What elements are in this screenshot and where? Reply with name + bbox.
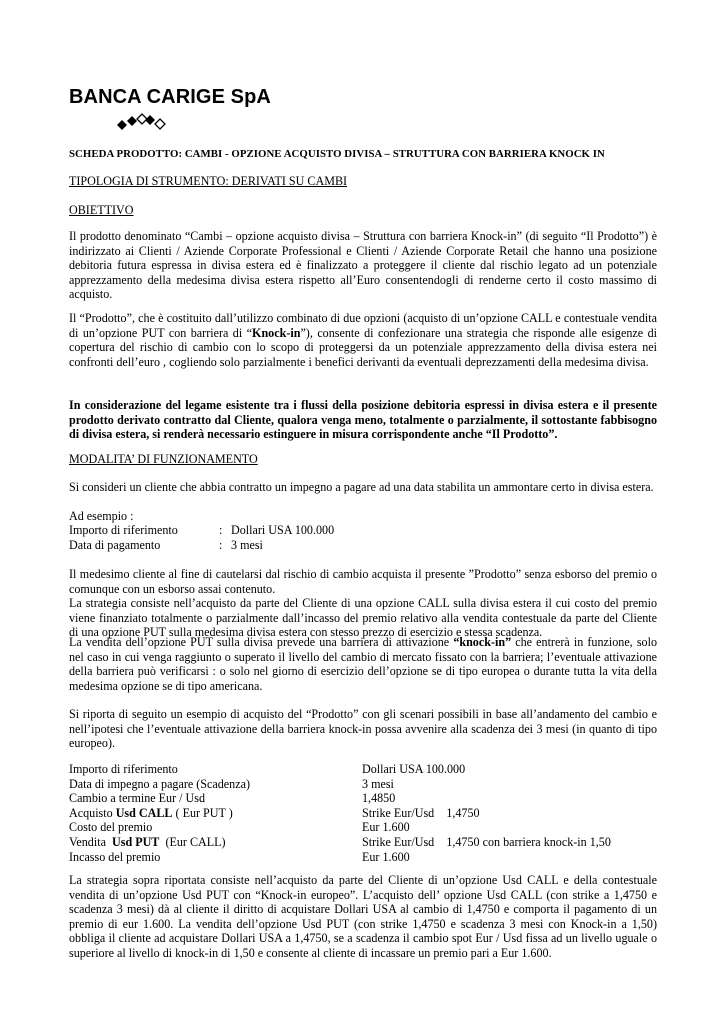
obiettivo-paragraph-3: In considerazione del legame esistente tra i flussi della posizione debitoria espressi in divisa estera e il presente prodotto derivato contratto dal Cliente, qualora venga meno, totalmente o parzialmente, il sottostante fabbisogno di divisa estera, si renderà necessario estinguere in misura corrispondente anche “Il Prodotto”. [69,398,657,442]
dettaglio-key-b: (Eur CALL) [159,834,226,849]
esempio-key: Importo di riferimento [69,523,178,537]
obiettivo-p2-text-a: Il “Prodotto”, che è costituito dall’utilizzo combinato di due opzioni (acquisto di un’opzione CALL e contestuale vendita di un’opzione PUT con barriera di “ [69,311,657,340]
dettaglio-key-b: ( Eur PUT ) [172,805,233,820]
dettaglio-value: Dollari USA 100.000 [362,762,466,776]
modalita-paragraph-1: Si consideri un cliente che abbia contratto un impegno a pagare ad una data stabilita un ammontare certo in divisa estera. [69,480,654,494]
dettaglio-value: Eur 1.600 [362,849,410,864]
dettaglio-key: Costo del premio [69,820,153,835]
esempio-sep: : [219,523,223,537]
bank-name: BANCA CARIGE SpA [69,86,271,108]
modalita-heading: MODALITA’ DI FUNZIONAMENTO [69,452,258,466]
dettaglio-value: Strike Eur/Usd 1,4750 [362,805,480,820]
obiettivo-heading: OBIETTIVO [69,203,134,217]
dettaglio-key-bold: Usd PUT [112,834,160,849]
dettaglio-key [69,806,233,821]
obiettivo-p2-text-b: ”), consente di confezionare una strategia che risponde alle esigenze di copertura del rischio di cambio con lo scopo di proteggersi da un potenziale apprezzamento della divisa estera nei confronti dell’euro , cogliendo solo parzialmente i benefici derivanti da eventuali deprezzamenti della medesima divisa. [69,325,657,369]
obiettivo-paragraph-1: Il prodotto denominato “Cambi – opzione acquisto divisa – Struttura con barriera Knock-in” (di seguito “Il Prodotto”) è indirizzato ai Clienti / Aziende Corporate Professional e Clienti / Aziende Corporate Retail che hanno una posizione debitoria futura espressa in divisa estera ed è finalizzato a proteggere il cliente dal rischio legato ad un potenziale apprezzamento della medesima divisa estera rispetto all’Euro consentendogli di renderne certo il costo massimo di acquisto. [69,229,657,302]
esempio-row [69,538,657,553]
dettaglio-table [69,762,657,864]
esempio-sep: : [219,537,223,552]
modalita-paragraph-6: La strategia sopra riportata consiste nell’acquisto da parte del Cliente di un’opzione Usd CALL e della contestuale vendita di un’opzione Usd PUT con “Knock-in europeo”. L’acquisto dell’ opzione Usd CALL (con strike a 1,4750 e scadenza 3 mesi) dà al cliente il diritto di acquistare Dollari USA al cambio di 1,4750 e comporta il pagamento di un premio di eur 1.600. La vendita dell’opzione Usd PUT (con strike 1,4750 e scadenza 3 mesi con Knock-in a 1,50) obbliga il cliente ad acquistare Dollari USA a 1,4750, se a scadenza il cambio spot Eur / Usd fissa ad un livello uguale o superiore al livello di knock-in di 1,50 e consente al cliente di incassare un premio pari a Eur 1.600. [69,873,657,960]
modalita-paragraph-3: La strategia consiste nell’acquisto da parte del Cliente di una opzione CALL sulla divisa estera il cui costo del premio viene finanziato totalmente o parzialmente dall’incasso del premio relativo alla vendita contestuale da parte del Cliente di una opzione PUT sulla medesima divisa estera con stesso prezzo di esercizio e stessa scadenza. [69,596,657,640]
modalita-paragraph-2: Il medesimo cliente al fine di cautelarsi dal rischio di cambio acquista il presente ”Prodotto” senza esborso del premio o comunque con un esborso assai contenuto. [69,567,657,596]
esempio-value: Dollari USA 100.000 [231,523,335,537]
dettaglio-row [69,777,657,792]
esempio-row [69,523,657,538]
dettaglio-value: 1,4850 [362,791,396,806]
modalita-paragraph-5: Si riporta di seguito un esempio di acquisto del “Prodotto” con gli scenari possibili in base all’andamento del cambio e nell’ipotesi che l’eventuale attivazione della barriera knock-in possa avvenire alla scadenza dei 3 mesi (in quanto di tipo europeo). [69,707,657,751]
dettaglio-key: Importo di riferimento [69,762,178,776]
obiettivo-paragraph-2 [69,311,657,369]
dettaglio-row [69,791,657,806]
dettaglio-row [69,850,657,865]
esempio-value: 3 mesi [231,537,263,552]
tipologia-heading: TIPOLOGIA DI STRUMENTO: DERIVATI SU CAMBI [69,174,348,188]
modalita-p4-knock-in: “knock-in” [453,635,512,649]
modalita-p4-text-a: La vendita dell’opzione PUT sulla divisa prevede una barriera di attivazione [69,635,454,649]
dettaglio-value: 3 mesi [362,776,394,791]
esempio-table [69,523,657,552]
dettaglio-key-bold: Usd CALL [115,805,173,820]
product-sheet-title: SCHEDA PRODOTTO: CAMBI - OPZIONE ACQUISTO DIVISA – STRUTTURA CON BARRIERA KNOCK IN [69,148,605,160]
dettaglio-key: Cambio a termine Eur / Usd [69,791,206,806]
dettaglio-value: Strike Eur/Usd 1,4750 con barriera knock-in 1,50 [362,834,611,849]
carige-diamonds-logo-icon [115,112,179,134]
dettaglio-value: Eur 1.600 [362,820,410,835]
dettaglio-key: Data di impegno a pagare (Scadenza) [69,776,250,791]
dettaglio-row [69,820,657,835]
esempio-key: Data di pagamento [69,537,161,552]
esempio-label: Ad esempio : [69,509,134,523]
dettaglio-row [69,806,657,821]
dettaglio-key: Incasso del premio [69,849,161,864]
obiettivo-p2-knock-in: Knock-in [252,325,301,340]
modalita-paragraph-4 [69,635,657,693]
dettaglio-key-a: Acquisto [69,805,116,820]
dettaglio-key [69,835,226,850]
modalita-p4-text-b: che entrerà in funzione, solo nel caso in cui venga raggiunto o superato il livello del cambio di mercato fissato con la barriera; l’eventuale attivazione della barriera può verificarsi : o solo nel giorno di esercizio dell’opzione se di tipo europea o durante tutta la vita della medesima opzione se di tipo americana. [69,635,657,693]
dettaglio-row [69,835,657,850]
dettaglio-key-a: Vendita [69,834,112,849]
dettaglio-row [69,762,657,777]
